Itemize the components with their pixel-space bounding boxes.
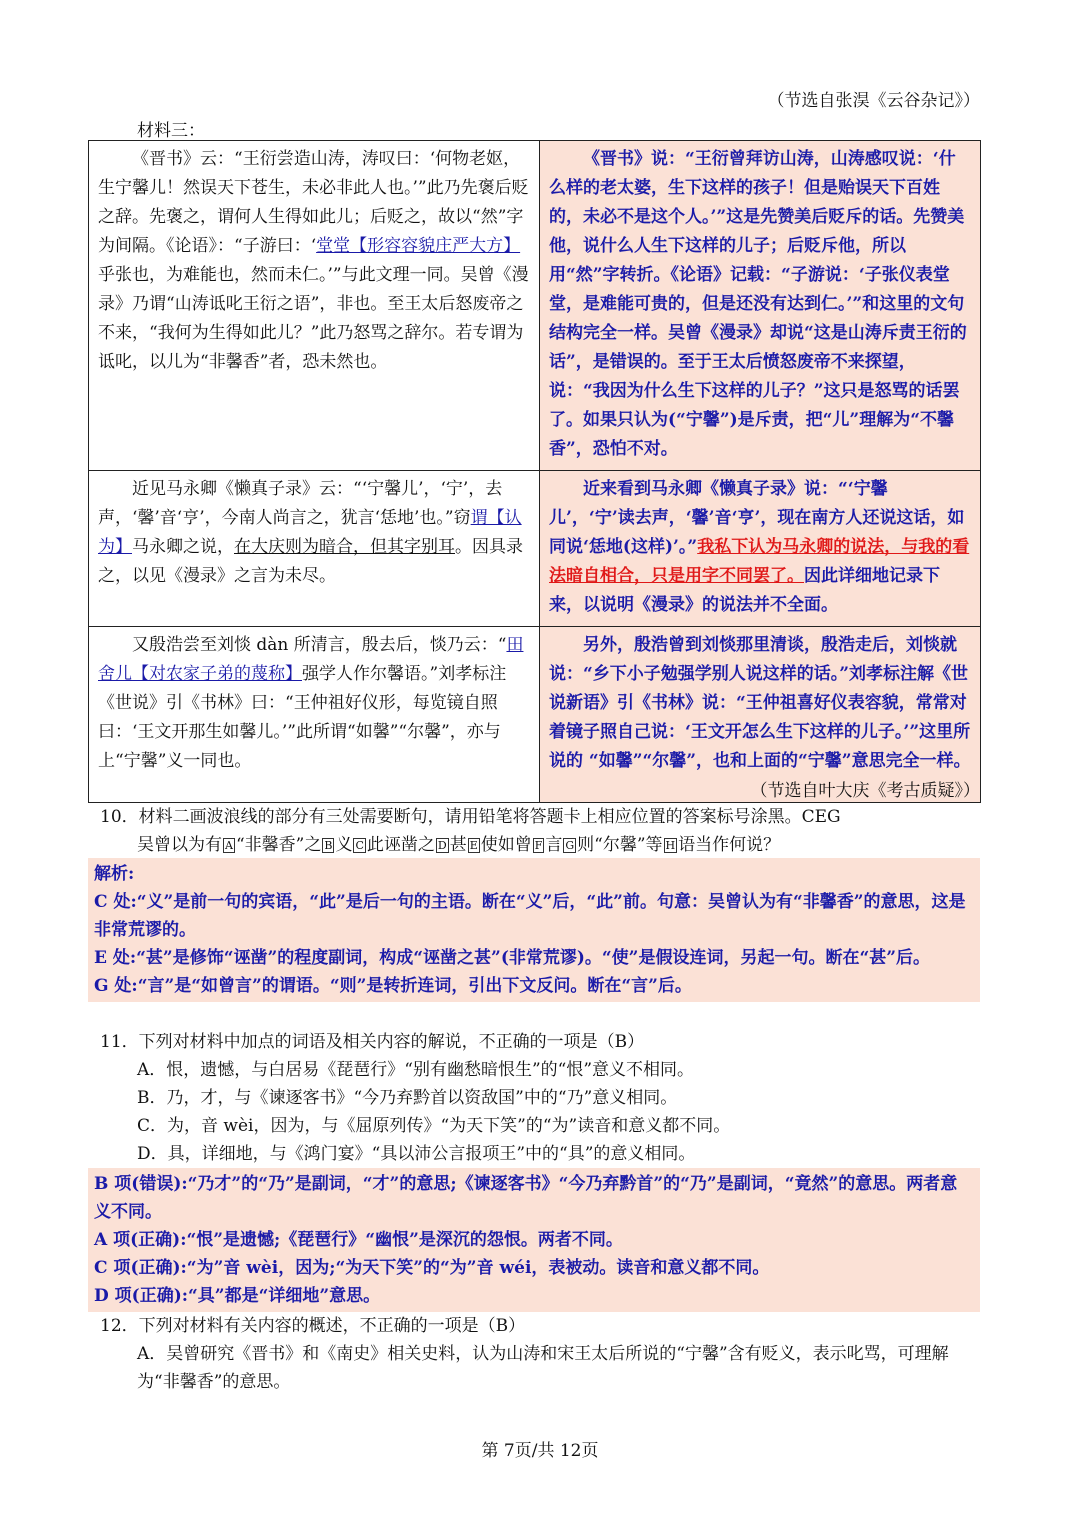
option-box: E — [469, 839, 478, 852]
text: 使如曾 — [480, 835, 532, 855]
text: 《晋书》说：“王衍曾拜访山涛，山涛感叹说：‘什么样的老太婆，生下这样的孩子！但是贻误天下百姓的，未必不是这个人。’”这是先赞美后贬斥的话。先赞美他，说什么人生下这样的儿子；后贬斥他，所以用“然”字转折。《论语》记载：“子游说：‘子张仪表堂堂，是难能可贵的，但是还没有达到仁。’”和这里的文句结构完全一样。吴曾《漫录》却说“这是山涛斥责王衍的话”，是错误的。至于王太后愤怒废帝不来探望，说：“我因为什么生下这样的儿子？”这只是怒骂的话罢了。如果只认为(“宁馨”)是斥责，把“儿”理解为“不馨香”，恐怕不对。 — [549, 149, 967, 459]
text: 《晋书》云：“王衍尝造山涛，涛叹曰：‘何物老妪，生宁馨儿！然误天下苍生，未必非此人也。’”此乃先褒后贬之辞。先褒之，谓何人生得如此儿；后贬之，故以“然”字为间隔。《论语》：“子游曰：‘ — [98, 149, 529, 256]
page-footer: 第 7页/共 12页 — [481, 1441, 599, 1461]
underlined-text: 在大庆则为暗合，但其字别耳 — [234, 537, 455, 557]
text: 乎张也，为难能也，然而未仁。’”与此文理一同。吴曾《漫录》乃谓“山涛诋叱王衍之语”，非也。至王太后怒废帝之不来，“我何为生得如此儿？”此乃怒骂之辞尔。若专谓为诋叱，以儿为“非馨香”者，恐未然也。 — [98, 265, 529, 372]
option-box: B — [324, 839, 333, 852]
option-box: A — [225, 839, 233, 852]
text: 另外，殷浩曾到刘惔那里清谈，殷浩走后，刘惔就说：“乡下小子勉强学别人说这样的话。”刘孝标注解《世说新语》引《书林》说：“王仲祖喜好仪表容貌，常常对着镜子照自己说：‘王文开怎么生下这样的儿子。’”这里所说的 “如馨”“尔馨”，也和上面的“宁馨”意思完全一样。 — [549, 635, 971, 771]
source-bottom: （节选自叶大庆《考古质疑》） — [750, 781, 980, 801]
text: 近来看到马永卿《懒真子录》说：“‘宁馨儿’，‘宁’读去声，‘馨’音‘亨’，现在南方人还说这话，如同说‘恁地(这样)’。” — [549, 479, 965, 557]
text: 语当作何说？ — [678, 835, 781, 855]
text: 。因具录之，以见《漫录》之言为未尽。 — [98, 537, 523, 586]
text: 吴曾以为有 — [137, 835, 222, 855]
question-12-option: A．吴曾研究《晋书》和《南史》相关史料，认为山涛和宋王太后所说的“宁馨”含有贬义，表示叱骂，可理解为“非馨香”的意思。 — [137, 1344, 949, 1392]
option-box: D — [437, 839, 447, 852]
option-box: C — [355, 839, 364, 852]
analysis-line: C 处:“义”是前一句的宾语，“此”是后一句的主语。断在“义”后，“此”前。句意：吴曾认为有“非馨香”的意思，这是非常荒谬的。 — [94, 892, 966, 940]
analysis-title: 解析: — [94, 864, 135, 884]
question-11-option: B．乃，才，与《谏逐客书》“今乃弃黔首以资敌国”中的“乃”意义相同。 — [137, 1088, 678, 1108]
original-text — [89, 141, 540, 471]
table-row — [89, 141, 981, 471]
question-11-option: A．恨，遗憾，与白居易《琵琶行》“别有幽愁暗恨生”的“恨”意义不相同。 — [137, 1060, 695, 1080]
highlighted-text: 我私下认为马永卿的说法，与我的看法暗自相合，只是用字不同罢了。 — [549, 537, 970, 586]
analysis-10 — [88, 858, 980, 1002]
material-table — [88, 140, 981, 803]
question-10-stem: 10．材料二画波浪线的部分有三处需要断句，请用铅笔将答题卡上相应位置的答案标号涂黑。CEG — [100, 807, 841, 827]
translation-text — [540, 471, 981, 627]
text: 甚 — [449, 835, 467, 855]
translation-text — [540, 141, 981, 471]
analysis-line: D 项(正确):“具”都是“详细地”意思。 — [94, 1286, 381, 1306]
original-text — [89, 471, 540, 627]
question-10-sentence — [137, 831, 780, 859]
analysis-line: C 项(正确):“为”音 wèi，因为;“为天下笑”的“为”音 wéi，表被动。读音和意义都不同。 — [94, 1258, 770, 1278]
analysis-line: E 处:“甚”是修饰“诬凿”的程度副词，构成“诬凿之甚”(非常荒谬)。“使”是假设连词，另起一句。断在“甚”后。 — [94, 948, 931, 968]
table-row — [89, 471, 981, 627]
source-top: （节选自张淏《云谷杂记》） — [767, 91, 980, 111]
text: 强学人作尔馨语。”刘孝标注《世说》引《书林》曰：“王仲祖好仪形，每览镜自照曰：‘王文开那生如馨儿。’”此所谓“如馨”“尔馨”，亦与上“宁馨”义一同也。 — [98, 664, 507, 771]
option-box: G — [565, 839, 575, 852]
annotation: 堂堂【形容容貌庄严大方】 — [316, 236, 521, 256]
text: 义 — [335, 835, 353, 855]
option-box: F — [534, 839, 543, 852]
text: 则“尔馨”等 — [577, 835, 663, 855]
question-11-option: D．具，详细地，与《鸿门宴》“具以沛公言报项王”中的“具”的意义相同。 — [137, 1144, 696, 1164]
question-11-option: C．为，音 wèi，因为，与《屈原列传》“为天下笑”的“为”读音和意义都不同。 — [137, 1116, 731, 1136]
text: 言 — [545, 835, 563, 855]
original-text — [89, 627, 540, 803]
material-label: 材料三： — [137, 121, 205, 141]
analysis-line: G 处:“言”是“如曾言”的谓语。“则”是转折连词，引出下文反问。断在“言”后。 — [94, 976, 692, 996]
option-box: H — [665, 839, 676, 852]
analysis-line: B 项(错误):“乃才”的“乃”是副词，“才”的意思;《谏逐客书》“今乃弃黔首”的“乃”是副词，“竟然”的意思。两者意义不同。 — [94, 1174, 958, 1222]
annotation: 田舍儿【对农家子弟的蔑称】 — [98, 635, 524, 684]
text: 此诬凿之 — [366, 835, 435, 855]
analysis-line: A 项(正确):“恨”是遗憾;《琵琶行》“幽恨”是深沉的怨恨。两者不同。 — [94, 1230, 623, 1250]
text: 马永卿之说， — [132, 537, 234, 557]
question-12-stem: 12．下列对材料有关内容的概述，不正确的一项是（B） — [100, 1316, 526, 1336]
question-11-stem: 11．下列对材料中加点的词语及相关内容的解说，不正确的一项是（B） — [100, 1032, 645, 1052]
text: 近见马永卿《懒真子录》云：“‘宁馨儿’，‘宁’，去声，‘馨’音‘亨’，今南人尚言之，犹言‘恁地’也。”窃 — [98, 479, 503, 528]
text: “非馨香”之 — [235, 835, 322, 855]
analysis-11 — [88, 1168, 980, 1312]
text: 又殷浩尝至刘惔 dàn 所清言，殷去后，惔乃云：“ — [132, 635, 507, 655]
annotation: 谓【认为】 — [98, 508, 522, 557]
text: 因此详细地记录下来，以说明《漫录》的说法并不全面。 — [549, 566, 940, 615]
